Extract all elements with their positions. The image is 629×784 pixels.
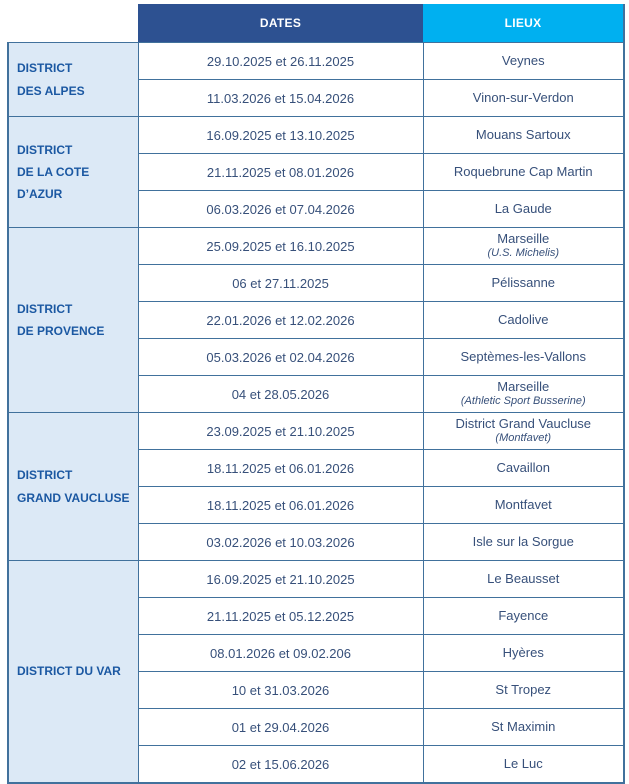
- district-name-line: GRAND VAUCLUSE: [17, 490, 130, 505]
- dates-cell: 18.11.2025 et 06.01.2026: [138, 487, 423, 524]
- lieu-name: Hyères: [502, 644, 544, 660]
- lieu-cell: [423, 635, 624, 672]
- district-name-line: DISTRICT: [17, 301, 73, 316]
- lieu-name: Septèmes-les-Vallons: [460, 348, 586, 364]
- lieu-cell: [423, 43, 624, 80]
- district-name-line: DISTRICT: [17, 61, 73, 76]
- dates-cell: 18.11.2025 et 06.01.2026: [138, 450, 423, 487]
- dates-cell: 25.09.2025 et 16.10.2025: [138, 228, 423, 265]
- lieu-name: Cadolive: [497, 311, 549, 327]
- district-cell: [8, 561, 138, 784]
- lieu-cell: [423, 598, 624, 635]
- lieu-cell: [423, 80, 624, 117]
- district-cell: [8, 117, 138, 228]
- dates-cell: 29.10.2025 et 26.11.2025: [138, 43, 423, 80]
- lieu-cell: [423, 191, 624, 228]
- district-name-line: DE LA COTE D’AZUR: [17, 164, 90, 202]
- lieu-name: Isle sur la Sorgue: [472, 533, 574, 549]
- dates-cell: 08.01.2026 et 09.02.206: [138, 635, 423, 672]
- dates-cell: 05.03.2026 et 02.04.2026: [138, 339, 423, 376]
- lieu-name: Roquebrune Cap Martin: [453, 163, 593, 179]
- dates-column-header: DATES: [138, 4, 423, 43]
- table-corner-spacer: [8, 4, 138, 43]
- lieu-cell: [423, 302, 624, 339]
- dates-cell: 23.09.2025 et 21.10.2025: [138, 413, 423, 450]
- dates-cell: 21.11.2025 et 08.01.2026: [138, 154, 423, 191]
- lieu-cell: [423, 265, 624, 302]
- district-name-line: DES ALPES: [17, 83, 85, 98]
- dates-cell: 16.09.2025 et 21.10.2025: [138, 561, 423, 598]
- district-name-line: DISTRICT DU VAR: [17, 664, 121, 679]
- lieu-name: St Maximin: [491, 718, 556, 734]
- lieu-cell: [423, 117, 624, 154]
- lieu-subname: (Montfavet): [495, 432, 552, 445]
- header-row: [8, 4, 624, 43]
- schedule-table: [7, 4, 625, 784]
- district-cell: [8, 413, 138, 561]
- lieu-name: Montfavet: [494, 496, 552, 512]
- lieu-cell: [423, 376, 624, 413]
- district-cell: [8, 43, 138, 117]
- dates-cell: 22.01.2026 et 12.02.2026: [138, 302, 423, 339]
- lieu-name: Veynes: [501, 52, 545, 68]
- lieu-cell: [423, 450, 624, 487]
- schedule-row: [8, 117, 624, 154]
- lieux-column-header: LIEUX: [423, 4, 624, 43]
- schedule-row: [8, 413, 624, 450]
- lieu-subname: (Athletic Sport Busserine): [460, 395, 586, 408]
- lieu-cell: [423, 228, 624, 265]
- dates-cell: 03.02.2026 et 10.03.2026: [138, 524, 423, 561]
- lieu-cell: [423, 339, 624, 376]
- lieu-name: District Grand Vaucluse: [455, 416, 592, 432]
- schedule-table-body: [8, 43, 624, 784]
- district-cell: [8, 228, 138, 413]
- schedule-table-header: [8, 4, 624, 43]
- lieu-name: Pélissanne: [491, 274, 556, 290]
- dates-cell: 04 et 28.05.2026: [138, 376, 423, 413]
- lieu-name: Le Luc: [503, 755, 543, 771]
- schedule-row: [8, 561, 624, 598]
- dates-cell: 06 et 27.11.2025: [138, 265, 423, 302]
- lieu-cell: [423, 524, 624, 561]
- lieu-name: Le Beausset: [487, 570, 560, 586]
- dates-cell: 02 et 15.06.2026: [138, 746, 423, 784]
- lieu-name: La Gaude: [494, 200, 552, 216]
- lieu-name: Cavaillon: [496, 459, 550, 475]
- lieu-name: Fayence: [498, 607, 549, 623]
- dates-cell: 16.09.2025 et 13.10.2025: [138, 117, 423, 154]
- lieu-cell: [423, 709, 624, 746]
- district-name-line: DISTRICT: [17, 468, 73, 483]
- schedule-row: [8, 228, 624, 265]
- lieu-name: Vinon-sur-Verdon: [472, 89, 574, 105]
- lieu-cell: [423, 413, 624, 450]
- lieu-name: Marseille: [497, 231, 550, 247]
- dates-cell: 01 et 29.04.2026: [138, 709, 423, 746]
- lieu-cell: [423, 561, 624, 598]
- lieu-cell: [423, 487, 624, 524]
- lieu-name: Marseille: [497, 379, 550, 395]
- dates-cell: 10 et 31.03.2026: [138, 672, 423, 709]
- lieu-subname: (U.S. Michelis): [487, 247, 559, 260]
- district-name-line: DE PROVENCE: [17, 324, 105, 338]
- district-name-line: DISTRICT: [17, 142, 73, 157]
- schedule-row: [8, 43, 624, 80]
- dates-cell: 11.03.2026 et 15.04.2026: [138, 80, 423, 117]
- lieu-cell: [423, 154, 624, 191]
- dates-cell: 21.11.2025 et 05.12.2025: [138, 598, 423, 635]
- lieu-cell: [423, 746, 624, 784]
- lieu-name: Mouans Sartoux: [475, 126, 571, 142]
- dates-cell: 06.03.2026 et 07.04.2026: [138, 191, 423, 228]
- lieu-cell: [423, 672, 624, 709]
- lieu-name: St Tropez: [495, 681, 552, 697]
